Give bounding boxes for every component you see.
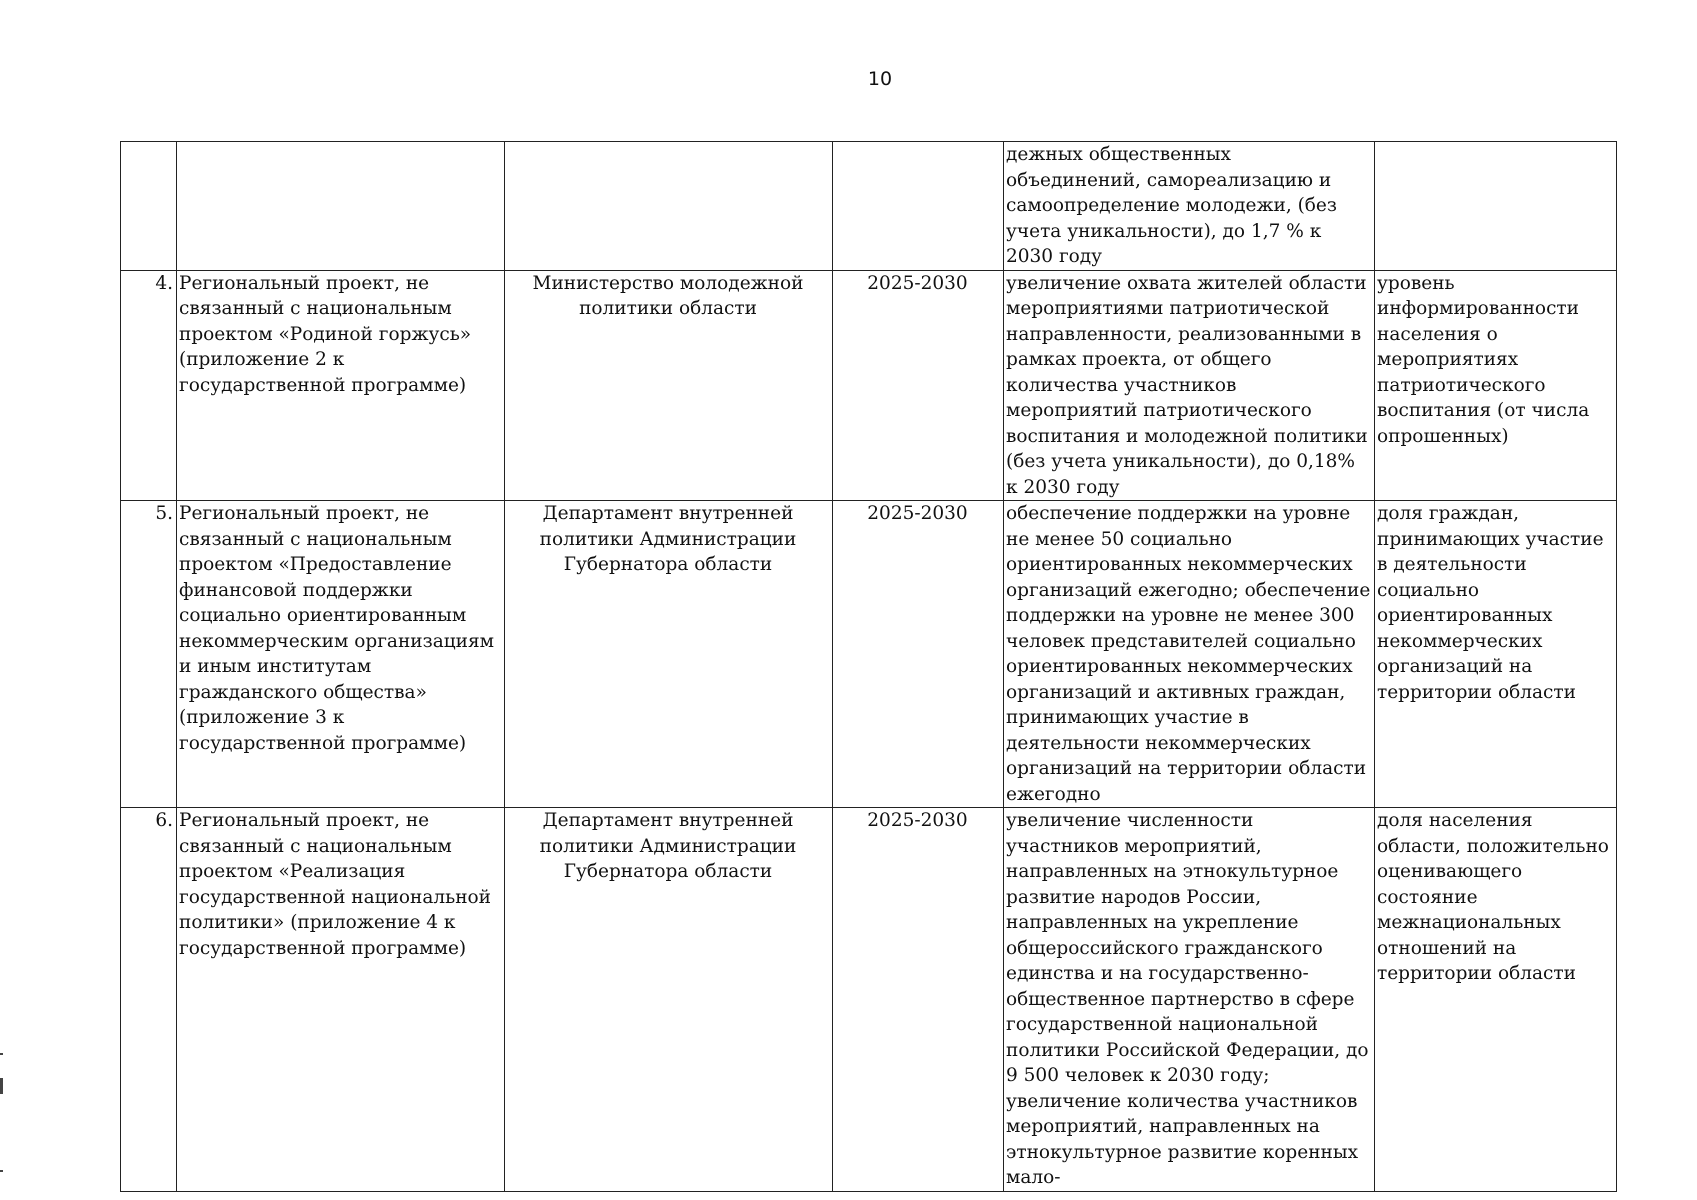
project-name bbox=[177, 142, 505, 271]
expected-result: дежных общественных объединений, самореализацию и самоопределение молодежи, (без учета уникальности), до 1,7 % к 2030 году bbox=[1004, 142, 1375, 271]
indicator: доля населения области, положительно оценивающего состояние межнациональных отношений на территории области bbox=[1375, 808, 1617, 1192]
table-row bbox=[121, 270, 1617, 501]
page-number: 10 bbox=[867, 68, 893, 90]
row-number: 5. bbox=[121, 501, 177, 808]
program-table bbox=[120, 141, 1617, 1192]
scan-edge-mark bbox=[0, 1078, 3, 1094]
indicator bbox=[1375, 142, 1617, 271]
responsible-body: Департамент внутренней политики Администрации Губернатора области bbox=[505, 808, 833, 1192]
row-number: 6. bbox=[121, 808, 177, 1192]
project-name: Региональный проект, не связанный с национальным проектом «Реализация государственной национальной политики» (приложение 4 к государственной программе) bbox=[177, 808, 505, 1192]
scan-edge-mark bbox=[0, 1170, 3, 1172]
expected-result: обеспечение поддержки на уровне не менее 50 социально ориентированных некоммерческих организаций ежегодно; обеспечение поддержки на уровне не менее 300 человек представителей социально ориентированных некоммерческих организаций и активных граждан, принимающих участие в деятельности некоммерческих организаций на территории области ежегодно bbox=[1004, 501, 1375, 808]
row-number bbox=[121, 142, 177, 271]
scan-edge-mark bbox=[0, 1053, 3, 1055]
implementation-term: 2025-2030 bbox=[833, 808, 1004, 1192]
row-number: 4. bbox=[121, 270, 177, 501]
table-row bbox=[121, 501, 1617, 808]
implementation-term: 2025-2030 bbox=[833, 270, 1004, 501]
responsible-body: Департамент внутренней политики Администрации Губернатора области bbox=[505, 501, 833, 808]
project-name: Региональный проект, не связанный с национальным проектом «Предоставление финансовой поддержки социально ориентированным некоммерческим организациям и иным институтам гражданского общества» (приложение 3 к государственной программе) bbox=[177, 501, 505, 808]
indicator: доля граждан, принимающих участие в деятельности социально ориентированных некоммерческих организаций на территории области bbox=[1375, 501, 1617, 808]
table-row bbox=[121, 142, 1617, 271]
expected-result: увеличение численности участников мероприятий, направленных на этнокультурное развитие народов России, направленных на укрепление общероссийского гражданского единства и на государственно-общественное партнерство в сфере государственной национальной политики Российской Федерации, до 9 500 человек к 2030 году; увеличение количества участников мероприятий, направленных на этнокультурное развитие коренных мало- bbox=[1004, 808, 1375, 1192]
responsible-body: Министерство молодежной политики области bbox=[505, 270, 833, 501]
table-row bbox=[121, 808, 1617, 1192]
implementation-term: 2025-2030 bbox=[833, 501, 1004, 808]
project-name: Региональный проект, не связанный с национальным проектом «Родиной горжусь» (приложение 2 к государственной программе) bbox=[177, 270, 505, 501]
expected-result: увеличение охвата жителей области мероприятиями патриотической направленности, реализованными в рамках проекта, от общего количества участников мероприятий патриотического воспитания и молодежной политики (без учета уникальности), до 0,18% к 2030 году bbox=[1004, 270, 1375, 501]
responsible-body bbox=[505, 142, 833, 271]
implementation-term bbox=[833, 142, 1004, 271]
indicator: уровень информированности населения о мероприятиях патриотического воспитания (от числа опрошенных) bbox=[1375, 270, 1617, 501]
